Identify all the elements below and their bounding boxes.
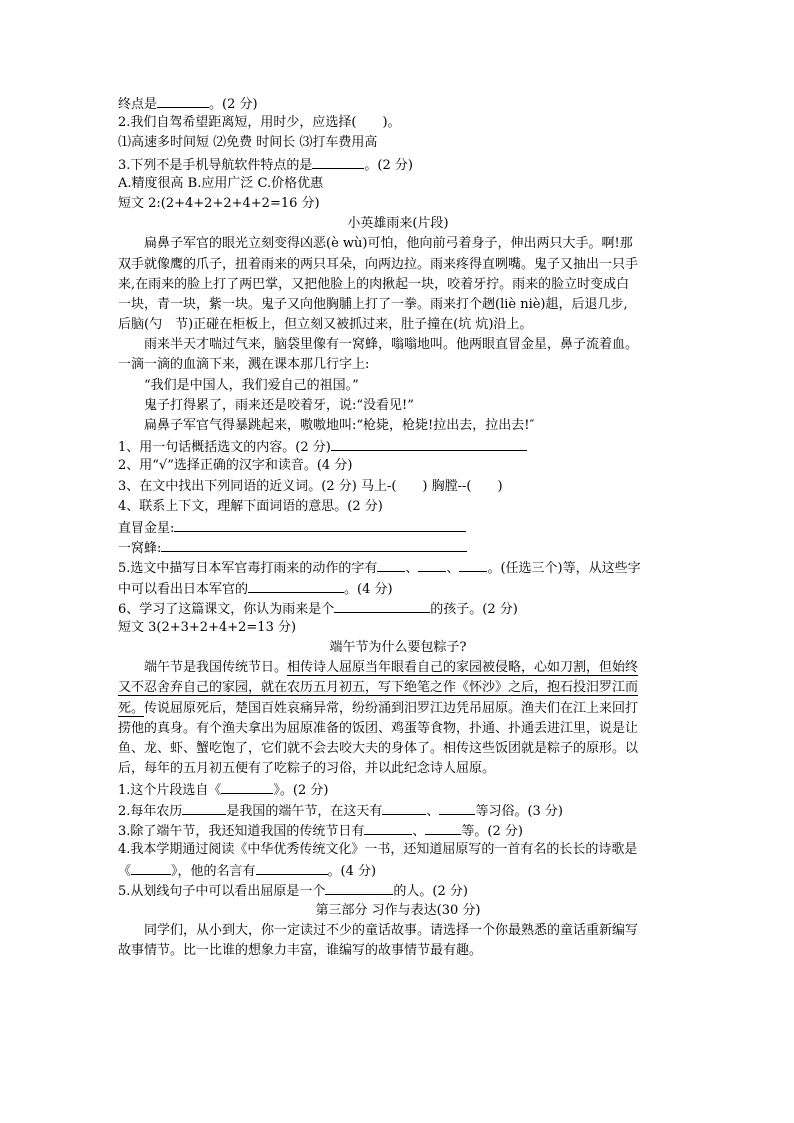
answer-blank[interactable] bbox=[331, 436, 527, 451]
passage-2-line: 扁鼻子军官气得暴跳起来，嗷嗷地叫:“枪毙，枪毙!拉出去，拉出去!″ bbox=[144, 418, 535, 433]
section-heading-passage-3: 短文 3(2+3+2+4+2=13 分) bbox=[118, 619, 297, 635]
passage-2-title: 小英雄雨来(片段) bbox=[347, 216, 449, 232]
p2-q4-item: 一窝蜂: bbox=[118, 537, 678, 557]
passage-2-quote: “我们是中国人，我们爱自己的祖国。” bbox=[144, 377, 359, 393]
part-three-heading: 第三部分 习作与表达(30 分) bbox=[315, 902, 481, 918]
answer-blank[interactable] bbox=[157, 93, 209, 108]
answer-blank[interactable] bbox=[459, 557, 487, 572]
answer-blank[interactable] bbox=[364, 820, 412, 835]
q2-text: 2.我们自驾希望距离短，用时少，应选择( )。 bbox=[118, 115, 401, 131]
writing-prompt-line: 故事情节。比一比谁的想象力丰富，谁编写的故事情节最有趣。 bbox=[118, 942, 483, 958]
answer-blank[interactable] bbox=[161, 537, 467, 552]
passage-2-line: 雨来半天才喘过气来，脑袋里像有一窝蜂，嗡嗡地叫。他两眼直冒金星，鼻子流着血。 bbox=[144, 337, 639, 353]
p3-question-2: 2.每年农历 是我国的端午节，在这天有 、 等习俗。(3 分) bbox=[118, 800, 678, 820]
passage-2-line: 来,在雨来的脸上打了两巴掌，又把他脸上的肉揪起一块，咬着牙拧。雨来的脸立时变成白 bbox=[118, 276, 630, 292]
passage-2-line: 一块，青一块，紫一块。鬼子又向他胸脯上打了一拳。雨来打个趔(liè niè)趄，后退几步, bbox=[118, 296, 628, 312]
passage-2-line: 双手就像鹰的爪子，扭着雨来的两只耳朵，向两边拉。雨来疼得直咧嘴。鬼子又抽出一只手 bbox=[118, 256, 639, 272]
passage-3-line: 死。传说屈原死后，楚国百姓哀痛异常，纷纷涌到汨罗江边凭吊屈原。渔夫们在江上来回打 bbox=[118, 700, 639, 716]
p3-question-4-cont: 《 》，他的名言有 。(4 分) bbox=[118, 860, 678, 880]
p2-question-6: 6、学习了这篇课文，你认为雨来是个 的孩子。(2 分) bbox=[118, 598, 678, 618]
q1-continuation: 终点是 。(2 分) bbox=[118, 93, 678, 113]
passage-3-title: 端午节为什么要包粽子? bbox=[329, 640, 467, 656]
p2-question-5-cont: 中可以看出日本军官的 。(4 分) bbox=[118, 578, 678, 598]
passage-2-line: 扁鼻子军官的眼光立刻变得凶恶(è wù)可怕，他向前弓着身子，伸出两只大手。啊!那 bbox=[144, 236, 633, 252]
exam-page bbox=[118, 93, 678, 961]
q3-options: A.精度很高 B.应用广泛 C.价格优惠 bbox=[118, 175, 324, 191]
answer-blank[interactable] bbox=[221, 779, 273, 794]
answer-blank[interactable] bbox=[182, 800, 226, 815]
passage-3-line bbox=[118, 678, 678, 698]
p2-question-2: 2、用“√”选择正确的汉字和读音。(4 分) bbox=[118, 458, 353, 474]
answer-blank[interactable] bbox=[248, 578, 344, 593]
answer-blank[interactable] bbox=[439, 800, 475, 815]
underlined-sentence: 又不忍舍弃自己的家园，就在农历五月初五，写下绝笔之作《怀沙》之后，抱石投汨罗江而 bbox=[118, 680, 639, 696]
answer-blank[interactable] bbox=[325, 880, 393, 895]
p3-question-4: 4.我本学期通过阅读《中华优秀传统文化》一书，还知道屈原写的一首有名的长长的诗歌是 bbox=[118, 841, 638, 857]
passage-2-line: 后脑(勺 节)正碰在柜板上，但立刻又被抓过来，肚子撞在(坑 炕)沿上。 bbox=[118, 317, 533, 333]
passage-3-line: 端午节是我国传统节日。相传诗人屈原当年眼看自己的家园被侵略，心如刀割，但始终 bbox=[144, 660, 639, 676]
p2-question-1: 1、用一句话概括选文的内容。(2 分) bbox=[118, 436, 678, 456]
p3-question-5: 5.从划线句子中可以看出屈原是一个 的人。(2 分) bbox=[118, 880, 678, 900]
answer-blank[interactable] bbox=[334, 598, 430, 613]
p2-question-4: 4、联系上下文，理解下面词语的意思。(2 分) bbox=[118, 498, 383, 514]
underlined-sentence: 相传诗人屈原当年眼看自己的家园被侵略，心如刀割，但始终 bbox=[287, 660, 639, 676]
q2-options: ⑴高速多时间短 ⑵免费 时间长 ⑶打车费用高 bbox=[118, 135, 378, 151]
passage-2-line: 鬼子打得累了，雨来还是咬着牙，说:“没看见!” bbox=[144, 397, 414, 413]
q3-text: 3.下列不是手机导航软件特点的是 。(2 分) bbox=[118, 154, 678, 174]
passage-3-line: 鱼、龙、虾、蟹吃饱了，它们就不会去咬大夫的身体了。相传这些饭团就是粽子的原形。以 bbox=[118, 741, 639, 756]
p2-q4-item: 直冒金星: bbox=[118, 517, 678, 537]
answer-blank[interactable] bbox=[256, 860, 328, 875]
underlined-sentence: 死。 bbox=[118, 700, 145, 716]
writing-prompt-line: 同学们，从小到大，你一定读过不少的童话故事。请选择一个你最熟悉的童话重新编写 bbox=[144, 922, 639, 938]
answer-blank[interactable] bbox=[131, 860, 171, 875]
p2-question-5: 5.选文中描写日本军官毒打雨来的动作的字有 、 、 。(任选三个)等，从这些字 bbox=[118, 557, 678, 577]
answer-blank[interactable] bbox=[377, 557, 405, 572]
p2-question-3: 3、在文中找出下列同语的近义词。(2 分) 马上-( ) 胸膛--( ) bbox=[118, 478, 503, 494]
answer-blank[interactable] bbox=[174, 517, 466, 532]
passage-3-line: 捞他的真身。有个渔夫拿出为屈原准备的饭团、鸡蛋等食物，扑通、扑通丢进江里，说是让 bbox=[118, 720, 639, 736]
passage-2-line: 一滴一滴的血滴下来，溅在课本那几行字上: bbox=[118, 357, 370, 373]
section-heading-passage-2: 短文 2:(2+4+2+2+4+2=16 分) bbox=[118, 195, 320, 211]
answer-blank[interactable] bbox=[312, 154, 364, 169]
answer-blank[interactable] bbox=[425, 820, 461, 835]
answer-blank[interactable] bbox=[418, 557, 446, 572]
p3-question-3: 3.除了端午节，我还知道我国的传统节日有 、 等。(2 分) bbox=[118, 820, 678, 840]
passage-3-line: 后，每年的五月初五便有了吃粽子的习俗，并以此纪念诗人屈原。 bbox=[118, 761, 496, 777]
p3-question-1: 1.这个片段选自《 》。(2 分) bbox=[118, 779, 678, 799]
answer-blank[interactable] bbox=[382, 800, 426, 815]
